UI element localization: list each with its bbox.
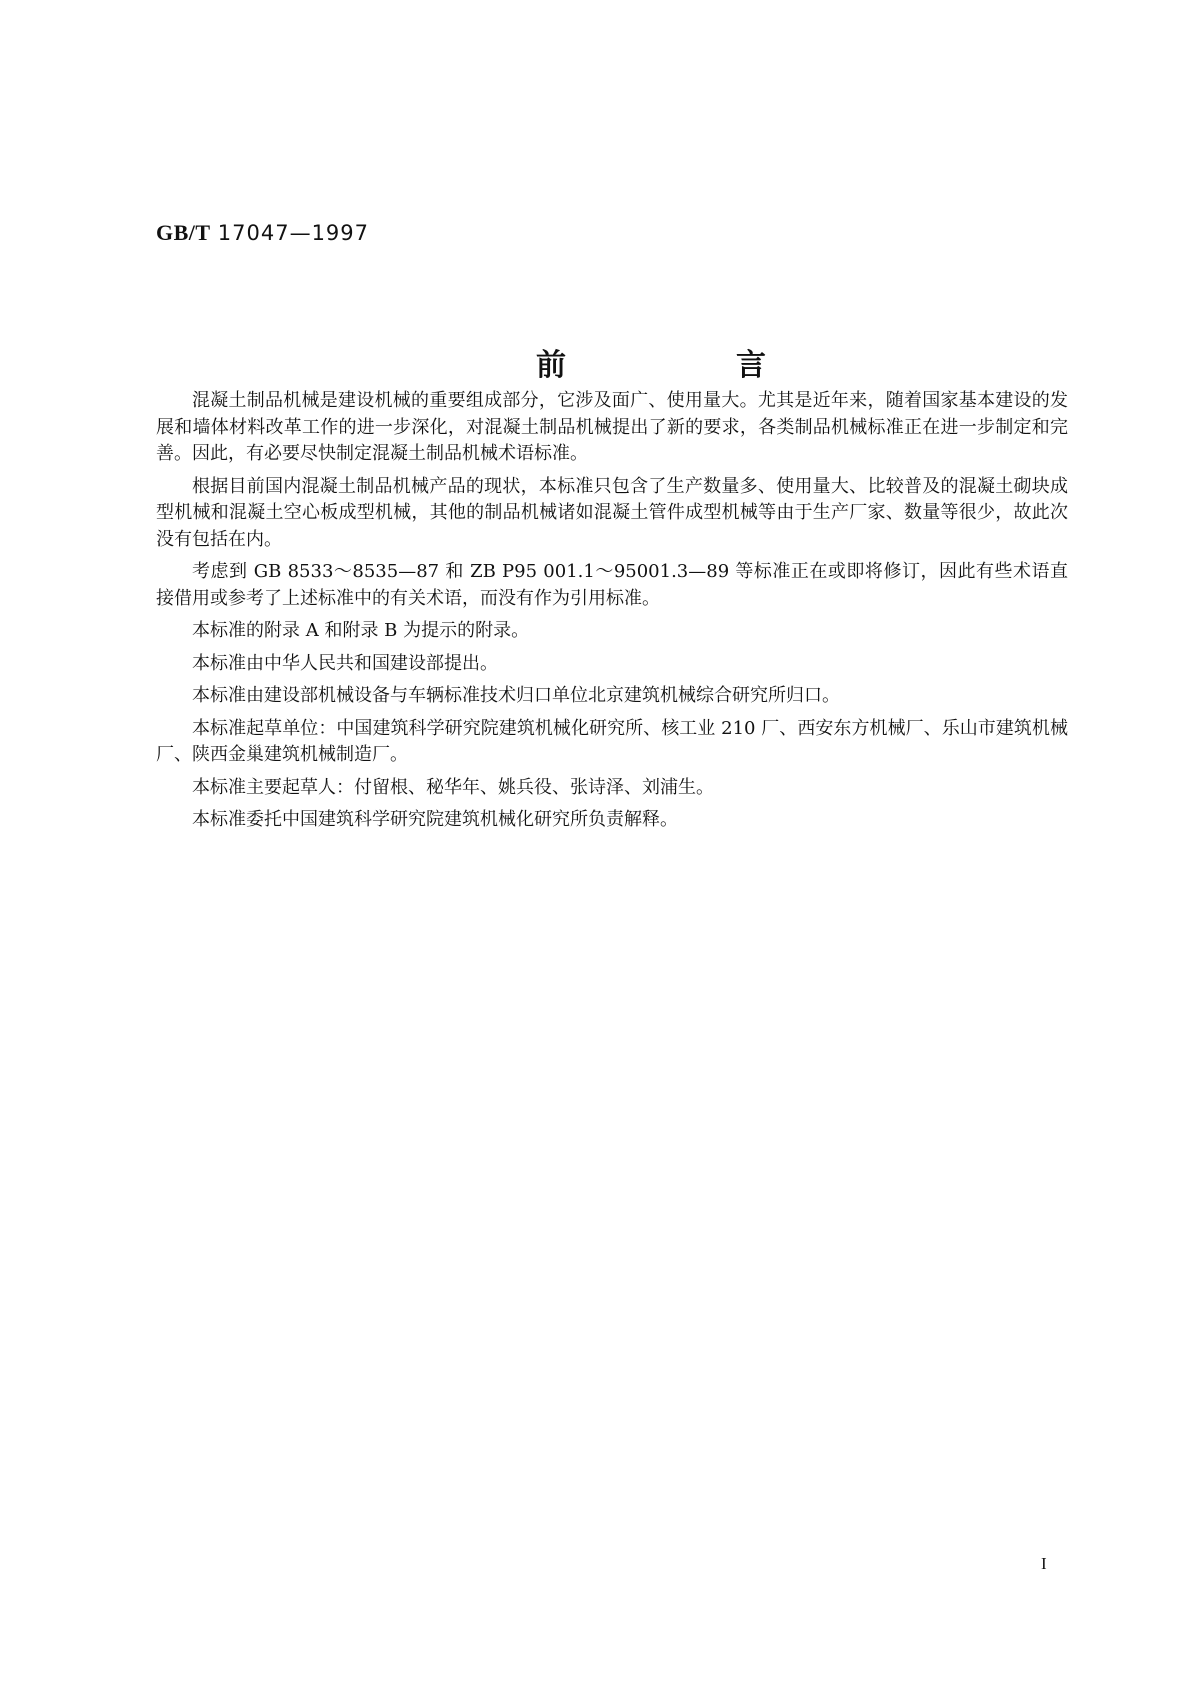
paragraph: 考虑到 GB 8533～8535—87 和 ZB P95 001.1～95001.3—89 等标准正在或即将修订，因此有些术语直接借用或参考了上述标准中的有关术语，而没有作为引用标准。 bbox=[156, 561, 1068, 609]
page-number: I bbox=[1041, 1554, 1047, 1573]
paragraph: 根据目前国内混凝土制品机械产品的现状，本标准只包含了生产数量多、使用量大、比较普及的混凝土砌块成型机械和混凝土空心板成型机械，其他的制品机械诸如混凝土管件成型机械等由于生产厂家、数量等很少，故此次没有包括在内。 bbox=[156, 475, 1068, 550]
paragraph: 本标准委托中国建筑科学研究院建筑机械化研究所负责解释。 bbox=[192, 809, 678, 830]
paragraph: 本标准由建设部机械设备与车辆标准技术归口单位北京建筑机械综合研究所归口。 bbox=[192, 685, 840, 706]
standard-number: 17047—1997 bbox=[217, 221, 370, 245]
paragraph: 本标准由中华人民共和国建设部提出。 bbox=[192, 652, 498, 674]
paragraph: 本标准起草单位：中国建筑科学研究院建筑机械化研究所、核工业 210 厂、西安东方机械厂、乐山市建筑机械厂、陕西金巢建筑机械制造厂。 bbox=[156, 717, 1068, 765]
paragraph: 混凝土制品机械是建设机械的重要组成部分，它涉及面广、使用量大。尤其是近年来，随着国家基本建设的发展和墙体材料改革工作的进一步深化，对混凝土制品机械提出了新的要求，各类制品机械标准正在进一步制定和完善。因此，有必要尽快制定混凝土制品机械术语标准。 bbox=[156, 390, 1068, 464]
standard-identifier bbox=[156, 220, 369, 246]
foreword-body bbox=[156, 388, 1068, 840]
page-title: 前 言 bbox=[536, 348, 836, 383]
paragraph: 本标准的附录 A 和附录 B 为提示的附录。 bbox=[192, 620, 530, 641]
paragraph: 本标准主要起草人：付留根、秘华年、姚兵役、张诗泽、刘浦生。 bbox=[192, 776, 714, 798]
standard-code: GB/T bbox=[156, 220, 211, 245]
